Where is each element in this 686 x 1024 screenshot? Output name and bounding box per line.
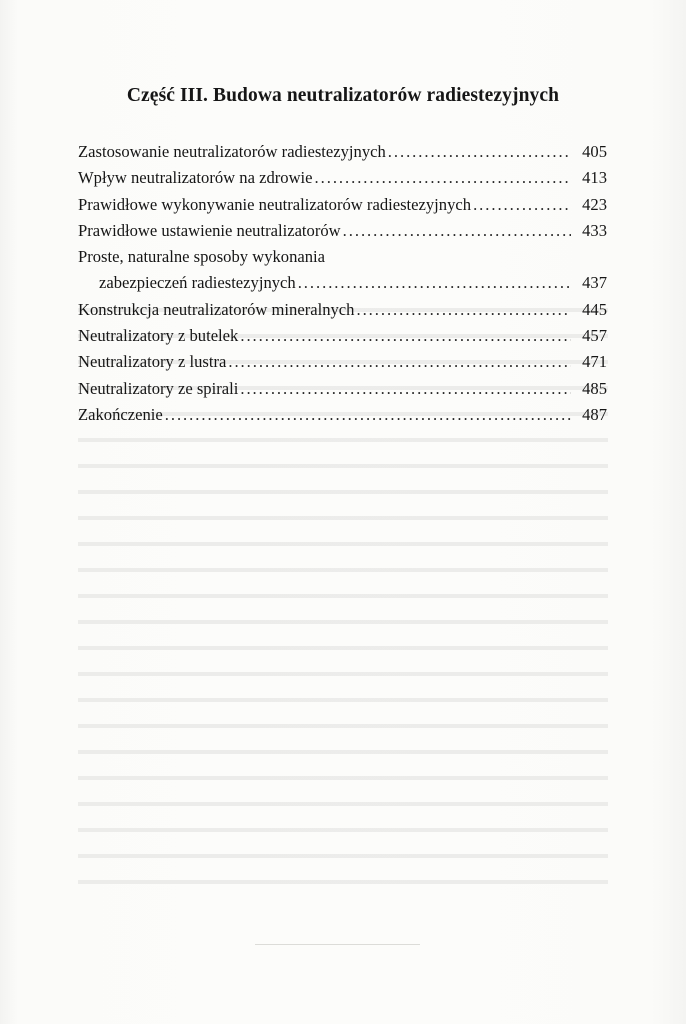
toc-entry-page: 433: [582, 220, 607, 240]
bleed-through-rule: [255, 944, 420, 945]
toc-entry-page: 413: [582, 168, 607, 188]
dot-leader: [473, 192, 571, 218]
toc-entry-title: Zastosowanie neutralizatorów radiestezyjnych: [78, 142, 386, 161]
dot-leader: [356, 297, 571, 323]
toc-entry-title: Prawidłowe wykonywanie neutralizatorów radiestezyjnych: [78, 194, 472, 214]
toc-entry-title: Konstrukcja neutralizatorów mineralnych: [78, 299, 355, 319]
toc-entry-title: Neutralizatory ze spirali: [78, 378, 239, 398]
toc-entry-title: Neutralizatory z lustra: [78, 352, 227, 372]
dot-leader: [388, 139, 571, 165]
table-of-contents: [78, 139, 607, 428]
toc-entry: [78, 244, 607, 270]
dot-leader: [165, 402, 571, 428]
dot-leader: [240, 323, 571, 349]
toc-entry: [78, 218, 607, 244]
toc-entry-continuation: [78, 270, 607, 296]
dot-leader: [343, 218, 571, 244]
toc-entry-page: 485: [582, 378, 607, 398]
dot-leader: [315, 165, 571, 191]
toc-entry-page: 437: [582, 273, 607, 293]
toc-entry: [78, 402, 607, 428]
toc-entry-page: 445: [582, 299, 607, 319]
toc-entry: [78, 323, 607, 349]
toc-entry-page: 471: [582, 352, 607, 372]
part-heading: Część III. Budowa neutralizatorów radiestezyjnych: [126, 85, 560, 106]
toc-entry-title-continuation: zabezpieczeń radiestezyjnych: [99, 273, 296, 293]
toc-entry: [78, 192, 607, 218]
dot-leader: [240, 376, 571, 402]
toc-entry-title: Neutralizatory z butelek: [78, 326, 239, 346]
toc-entry: [78, 165, 607, 191]
dot-leader: [228, 349, 571, 375]
toc-entry: [78, 349, 607, 375]
toc-entry-title: Wpływ neutralizatorów na zdrowie: [78, 168, 313, 188]
toc-entry: [78, 376, 607, 402]
toc-entry-page: 423: [582, 194, 607, 214]
toc-entry-title: Proste, naturalne sposoby wykonania: [78, 247, 326, 267]
toc-entry-page: 457: [582, 326, 607, 346]
toc-entry-page: 405: [582, 142, 607, 161]
toc-entry-title: Prawidłowe ustawienie neutralizatorów: [78, 220, 341, 240]
dot-leader: [298, 270, 571, 296]
toc-entry: [78, 139, 607, 165]
toc-entry-title: Zakończenie: [78, 404, 163, 424]
toc-entry: [78, 297, 607, 323]
toc-entry-page: 487: [582, 404, 607, 424]
